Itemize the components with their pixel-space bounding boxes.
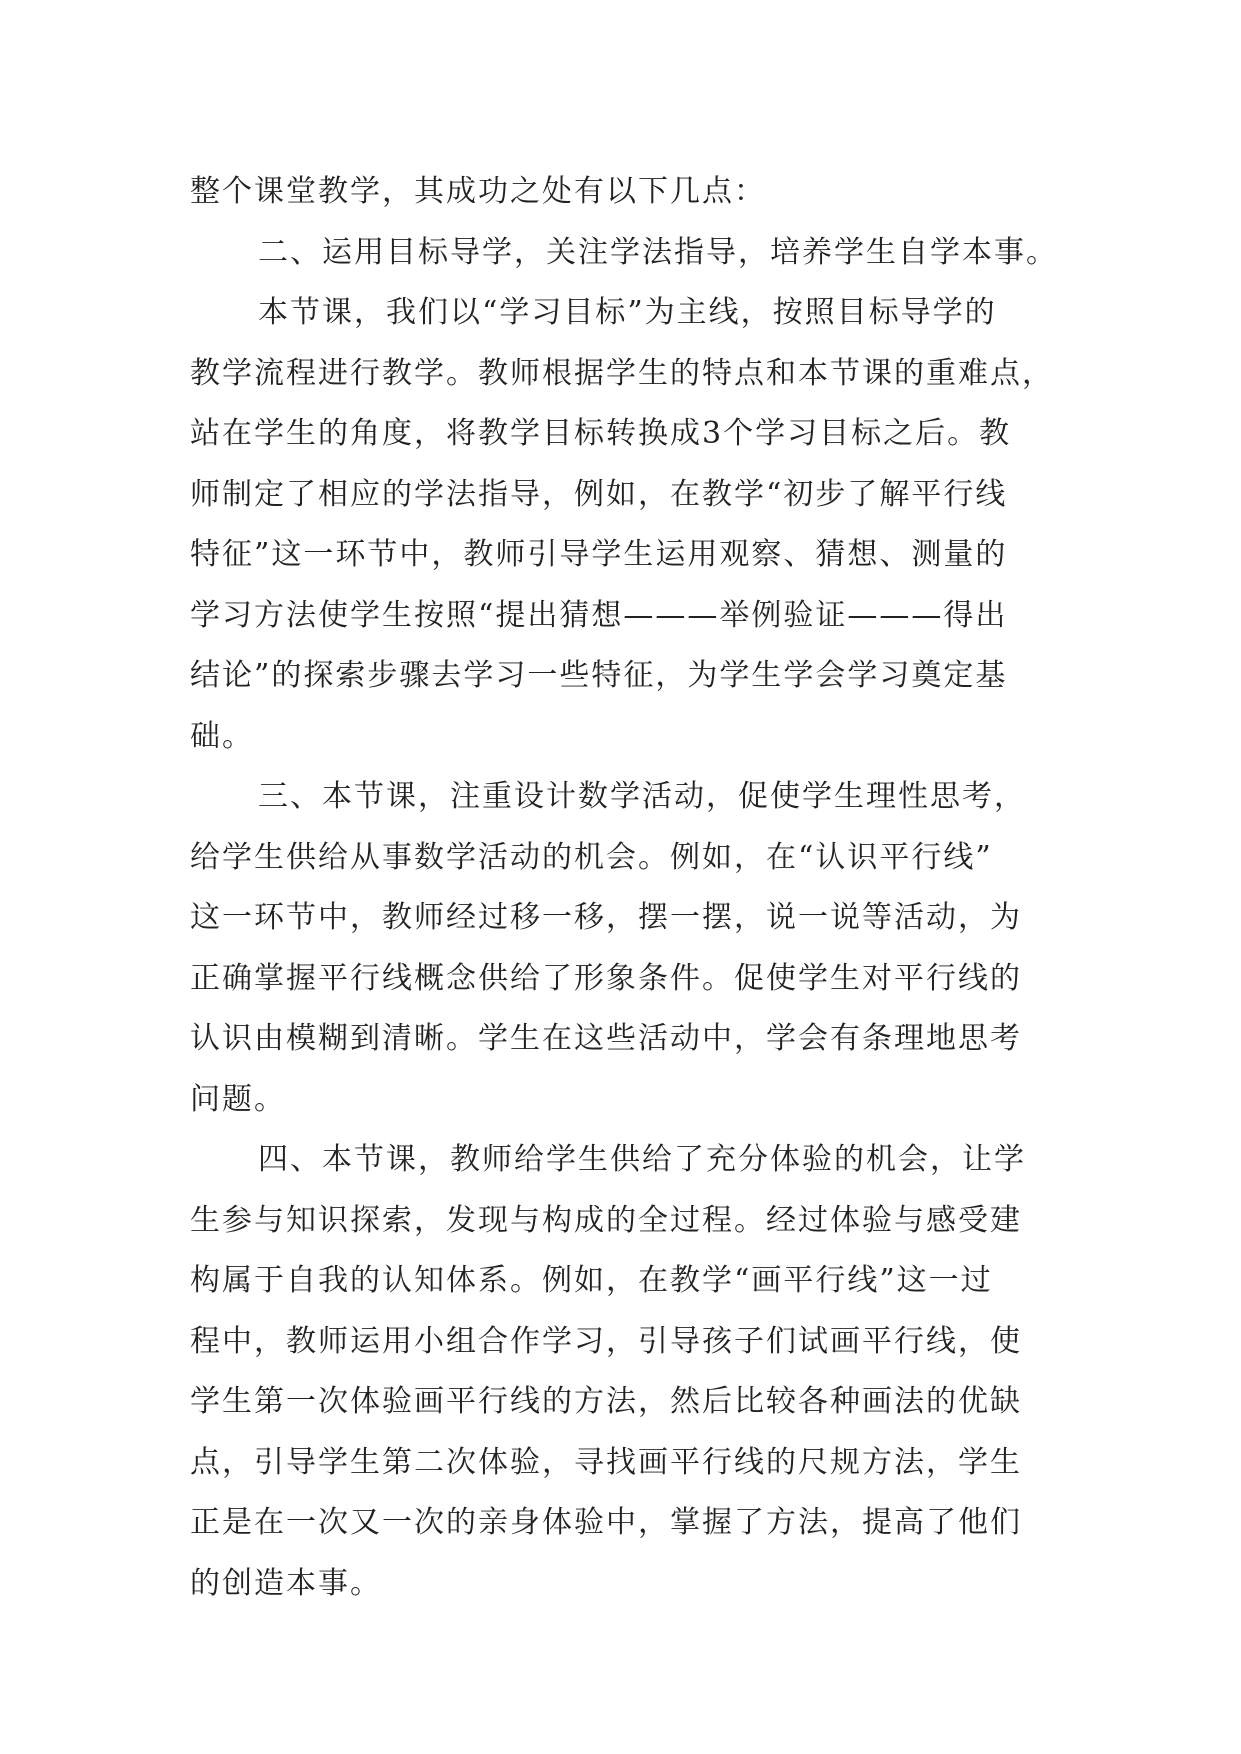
point-2-line-4: 师制定了相应的学法指导，例如，在教学“初步了解平行线 [190,476,1008,512]
point-4-line-4: 程中，教师运用小组合作学习，引导孩子们试画平行线，使 [190,1323,1022,1359]
document-body [190,162,1070,1614]
point-4-line-5: 学生第一次体验画平行线的方法，然后比较各种画法的优缺 [190,1384,1022,1419]
point-3-line-4: 正确掌握平行线概念供给了形象条件。促使学生对平行线的 [190,960,1022,996]
point-3-line-5: 认识由模糊到清晰。学生在这些活动中，学会有条理地思考 [190,1021,1022,1056]
point-2-line-7: 结论”的探索步骤去学习一些特征，为学生学会学习奠定基 [190,658,1008,693]
point-2-line-8: 础。 [190,718,254,754]
point-3-line-3: 这一环节中，教师经过移一移，摆一摆，说一说等活动，为 [190,900,1022,935]
point-2-line-2: 教学流程进行教学。教师根据学生的特点和本节课的重难点， [190,355,1054,391]
point-3-line-1: 三、本节课，注重设计数学活动，促使学生理性思考， [258,779,1026,814]
point-3-line-2: 给学生供给从事数学活动的机会。例如，在“认识平行线” [190,839,993,875]
point-4-line-3: 构属于自我的认知体系。例如，在教学“画平行线”这一过 [190,1263,993,1298]
point-2-line-5: 特征”这一环节中，教师引导学生运用观察、猜想、测量的 [190,537,1008,572]
point-2-heading: 二、运用目标导学，关注学法指导，培养学生自学本事。 [258,234,1058,270]
point-2-line-3: 站在学生的角度，将教学目标转换成3个学习目标之后。教 [190,416,1012,451]
point-2-line-6: 学习方法使学生按照“提出猜想———举例验证———得出 [190,597,1008,633]
point-4-line-8: 的创造本事。 [190,1565,382,1601]
point-4-line-1: 四、本节课，教师给学生供给了充分体验的机会，让学 [258,1142,1026,1177]
point-3-line-6: 问题。 [190,1081,286,1117]
point-2-line-1: 本节课，我们以“学习目标”为主线，按照目标导学的 [258,295,997,330]
point-4-line-2: 生参与知识探索，发现与构成的全过程。经过体验与感受建 [190,1202,1022,1238]
point-4-line-7: 正是在一次又一次的亲身体验中，掌握了方法，提高了他们 [190,1505,1022,1540]
intro-line: 整个课堂教学，其成功之处有以下几点： [190,174,766,209]
point-4-line-6: 点，引导学生第二次体验，寻找画平行线的尺规方法，学生 [190,1444,1022,1480]
